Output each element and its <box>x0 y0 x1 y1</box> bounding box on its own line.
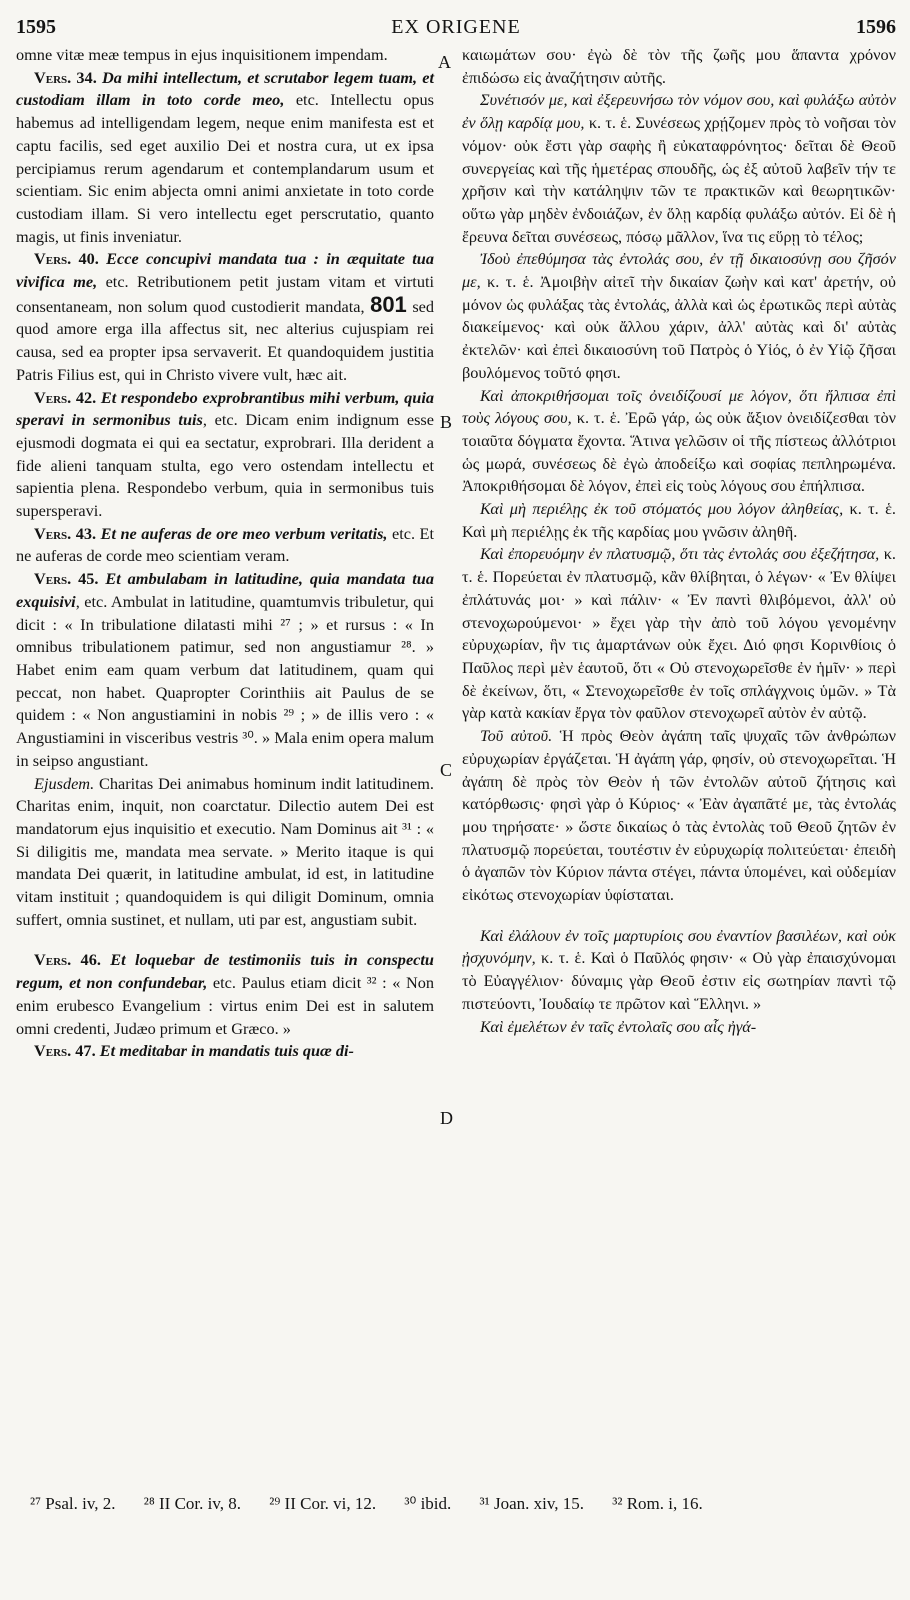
greek-paragraph: Συνέτισόν με, καὶ ἐξερευνήσω τὸν νόμον σου, καὶ φυλάξω αὐτὸν ἐν ὅλῃ καρδίᾳ μου, κ. τ. ἑ. Συνέσεως χρῄζομεν πρὸς τὸ νοῆσαι τὸν νόμον· οὐκ ἔστι γὰρ σαφὴς ἢ εὐκαταφρόνητος· δεῖται δὲ Θεοῦ συνεργείας καὶ τῆς ἡμετέρας σπουδῆς, ὡς ἐξ αὐτοῦ λαβεῖν τήν τε χρῆσιν καὶ τὴν κατάληψιν τῶν τε πρακτικῶν καὶ θεωρητικῶν· οὕτω γὰρ μηδὲν ἐνδοιάζων, ἐν ὅλῃ καρδίᾳ φυλάξω αὐτόν. Εἰ δὲ ἡ ἔρευνα δεῖται συνέσεως, πόσῳ μᾶλλον, ἵνα τις εὕρῃ τὸ τέλος; <box>462 90 896 246</box>
latin-column <box>16 44 434 1063</box>
footnote: ³¹ Joan. xiv, 15. <box>479 1494 584 1513</box>
greek-paragraph: καιωμάτων σου· ἐγὼ δὲ τὸν τῆς ζωῆς μου ἅπαντα χρόνον ἐπιδώσω εἰς ἀναζήτησιν αὐτῆς. <box>462 45 896 87</box>
section-marker-a: A <box>438 52 451 72</box>
running-title: EX ORIGENE <box>391 16 521 38</box>
greek-paragraph: Καὶ μὴ περιέλῃς ἐκ τοῦ στόματός μου λόγον ἀληθείας, κ. τ. ἑ. Καὶ μὴ περιέλῃς ἐκ τῆς καρδίας μου γνῶσιν ἀληθῆ. <box>462 499 896 541</box>
footnote: ²⁹ II Cor. vi, 12. <box>269 1494 377 1513</box>
latin-paragraph: Ejusdem. Charitas Dei animabus hominum indit latitudinem. Charitas enim, inquit, non coarctatur. Dilectio autem Dei est mandatorum ejus inquisitio et executio. Nam Dominus ait ³¹ : « Si diligitis me, mandata mea servate. » Merito itaque is qui mandata Dei quærit, in latitudine ambulat, id est, in latitudine vitam instituit ; quandoquidem is qui diligit Dominum, omnia suffert, omnia sustinet, et nullam, uti par est, angustiam subit. <box>16 773 434 929</box>
greek-paragraph: Καὶ ἐμελέτων ἐν ταῖς ἐντολαῖς σου αἷς ἠγά- <box>480 1016 757 1036</box>
footnote: ³⁰ ibid. <box>404 1494 452 1513</box>
latin-paragraph: Vers. 45. Et ambulabam in latitudine, quia mandata tua exquisivi, etc. Ambulat in latitudine, quamtumvis tribuletur, qui dicit : « In tribulatione dilatasti mihi ²⁷ ; » et rursus : « In omnibus tribulationem patimur, sed non angustiamur ²⁸. » Habet enim eam quam verbum dat latitudinem, quam qui peccat, non habet. Quapropter Corinthiis ait Paulus de se quidem : « Non angustiamini in nobis ²⁹ ; » de illis vero : « Angustiamini in visceribus vestris ³⁰. » Mala enim opera malum in seipso angustiant. <box>16 569 435 770</box>
column-number: 801 <box>370 291 407 317</box>
footnotes <box>30 1494 890 1514</box>
footnote: ³² Rom. i, 16. <box>612 1494 703 1513</box>
latin-paragraph: Vers. 46. Et loquebar de testimoniis tuis in conspectu regum, et non confundebar, etc. Paulus etiam dicit ³² : « Non enim erubesco Evangelium : virtus enim Dei est in salutem omni credenti, Judæo primum et Græco. » <box>16 950 434 1038</box>
latin-paragraph: Vers. 47. Et meditabar in mandatis tuis quæ di- <box>34 1041 354 1061</box>
greek-column <box>462 44 896 1038</box>
latin-paragraph: Vers. 40. Ecce concupivi mandata tua : in æquitate tua vivifica me, etc. Retributionem petit justam vitam et virtuti consentaneam, non solum quod custodierit mandata, 801 sed quod amore erga illa affectus sit, nec alterius cujuspiam rei causa, sed ea propter ipsa servaverit. Et quandoquidem justitia Patris Filius est, qui in Christo vivere vult, hæc ait. <box>16 249 435 384</box>
greek-paragraph: Καὶ ἐπορευόμην ἐν πλατυσμῷ, ὅτι τὰς ἐντολάς σου ἐξεζήτησα, κ. τ. ἑ. Πορεύεται ἐν πλατυσμῷ, κἂν θλίβηται, ὁ λέγων· « Ἐν θλίψει ἐπλάτυνάς μοι· » καὶ πάλιν· « Ἐν παντὶ θλιβόμενοι, ἀλλ' οὐ στενοχωρούμενοι· » ἔχει γὰρ τὴν ἀπὸ τοῦ λόγου γενομένην εὐρυχωρίαν, ἣν τις ἁμαρτάνων οὐκ ἔχει. Διό φησι Κορινθίοις ὁ Παῦλος περὶ μὲν ἑαυτοῦ, ὅτι « Οὐ στενοχωρεῖσθε ἐν ἡμῖν· » περὶ δὲ ἐκείνων, ὅτι, « Στενοχωρεῖσθε ἐν τοῖς σπλάγχνοις ὑμῶν. » Τὰ γὰρ κατὰ κακίαν ἔργα τὸν φαῦλον στενοχωρεῖ αὐτὸν ἐν αὐτῷ. <box>462 544 896 723</box>
section-marker-b: B <box>440 412 453 432</box>
greek-paragraph: Καὶ ἀποκριθήσομαι τοῖς ὀνειδίζουσί με λόγον, ὅτι ἤλπισα ἐπὶ τοὺς λόγους σου, κ. τ. ἑ. Ἐρῶ γάρ, ὡς οὐκ ἄξιον ὀνειδίζεσθαι τὸν τοιαῦτα δόγματα ἔχοντα. Ἅτινα γελῶσιν οἱ τῆς πίστεως ἀλλότριοι ὡς μωρά, συνέσεως δὲ ἐγὼ ἀποδείξω καὶ σοφίας πεπληρωμένα. Ἀποκριθήσομαι δὲ λόγον, ἐπεὶ εἰς τοὺς λόγους σου ἐπήλπισα. <box>462 385 896 496</box>
greek-paragraph: Ἰδοὺ ἐπεθύμησα τὰς ἐντολάς σου, ἐν τῇ δικαιοσύνῃ σου ζῆσόν με, κ. τ. ἑ. Ἀμοιβὴν αἰτεῖ τὴν δικαίαν ζωὴν καὶ κατ' ἀρετήν, οὐ μόνον ὡς φυλάξας τὰς ἐντολάς, ἀλλὰ καὶ ὡς ἐρωτικῶς περὶ αὐτὰς διακείμενος· καὶ οὐκ ἄλλου χάριν, ἀλλ' αὐτὰς καὶ δι' αὐτὰς ἐκτελῶν· καὶ ἐπεὶ δικαιοσύνη τοῦ Πατρὸς ὁ Υἱός, ὁ ἐν Υἱῷ ζῆσαι βουλόμενος τοῦτό φησι. <box>462 249 896 382</box>
footnote: ²⁸ II Cor. iv, 8. <box>143 1494 242 1513</box>
latin-paragraph: Vers. 34. Da mihi intellectum, et scrutabor legem tuam, et custodiam illam in toto corde meo, etc. Intellectu opus habemus ad intelligendam legem, neque enim manifesta est et captu facilis, sed eget auxilio Dei et nostra cura, ut ex ipsa percipiamus rerum agendarum et contemplandarum usum et scientiam. Sic enim abjecta omni animi anxietate in toto corde custodiam illam. Si vero intellectu eget perscrutatio, quanto magis, ut finis inveniatur. <box>16 67 434 246</box>
latin-paragraph: Vers. 42. Et respondebo exprobrantibus mihi verbum, quia speravi in sermonibus tuis, etc. Dicam enim indignum esse ejusmodi dogmata ei qui ea sectatur, exprobrari. Illa derident a fide alieni tanquam stulta, ego vero ostendam intellectu et sapientia plena. Respondebo verbum, quia in sermonibus tuis supersperavi. <box>16 387 434 521</box>
greek-paragraph: Τοῦ αὐτοῦ. Ἡ πρὸς Θεὸν ἀγάπη ταῖς ψυχαῖς τῶν ἀνθρώπων εὐρυχωρίαν ἐργάζεται. Ἡ ἀγάπη γάρ, φησίν, οὐ στενοχωρεῖται. Ἡ ἀγάπη δὲ πρὸς τὸν Θεὸν ἡ τῶν ἐντολῶν αὐτοῦ ζήτησις καὶ κατόρθωσις· φησὶ γὰρ ὁ Κύριος· « Ἐὰν ἀγαπᾶτέ με, τὰς ἐντολάς μου τηρήσατε· » ὥστε δικαίως ὁ τὰς ἐντολὰς τοῦ Θεοῦ ζητῶν ἐν πλατυσμῷ πορεύεται, τουτέστιν ἐν εὐρυχωρίᾳ πολιτεύεται· ἐπειδὴ ὁ ἀγαπῶν τὸν Κύριον πάντα στέγει, πάντα ὑπομένει, καὶ οὐδεμίαν εἰκότως στενοχωρίαν ὑφίσταται. <box>462 726 896 905</box>
page-header <box>16 12 896 42</box>
latin-paragraph: Vers. 43. Et ne auferas de ore meo verbum veritatis, etc. Et ne auferas de corde meo scientiam veram. <box>16 523 435 566</box>
footnote: ²⁷ Psal. iv, 2. <box>30 1494 116 1513</box>
page-number-right: 1596 <box>856 16 896 38</box>
greek-paragraph: Καὶ ἐλάλουν ἐν τοῖς μαρτυρίοις σου ἐναντίον βασιλέων, καὶ οὐκ ᾐσχυνόμην, κ. τ. ἑ. Καὶ ὁ Παῦλός φησιν· « Οὐ γὰρ ἐπαισχύνομαι τὸ Εὐαγγέλιον· δύναμις γὰρ Θεοῦ ἐστιν εἰς σωτηρίαν παντὶ τῷ πιστεύοντι, Ἰουδαίῳ τε πρῶτον καὶ Ἕλληνι. » <box>462 925 896 1013</box>
latin-paragraph: omne vitæ meæ tempus in ejus inquisitionem impendam. <box>16 45 388 64</box>
section-marker-d: D <box>440 1108 453 1128</box>
section-marker-c: C <box>440 760 453 780</box>
page-number-left: 1595 <box>16 16 56 38</box>
